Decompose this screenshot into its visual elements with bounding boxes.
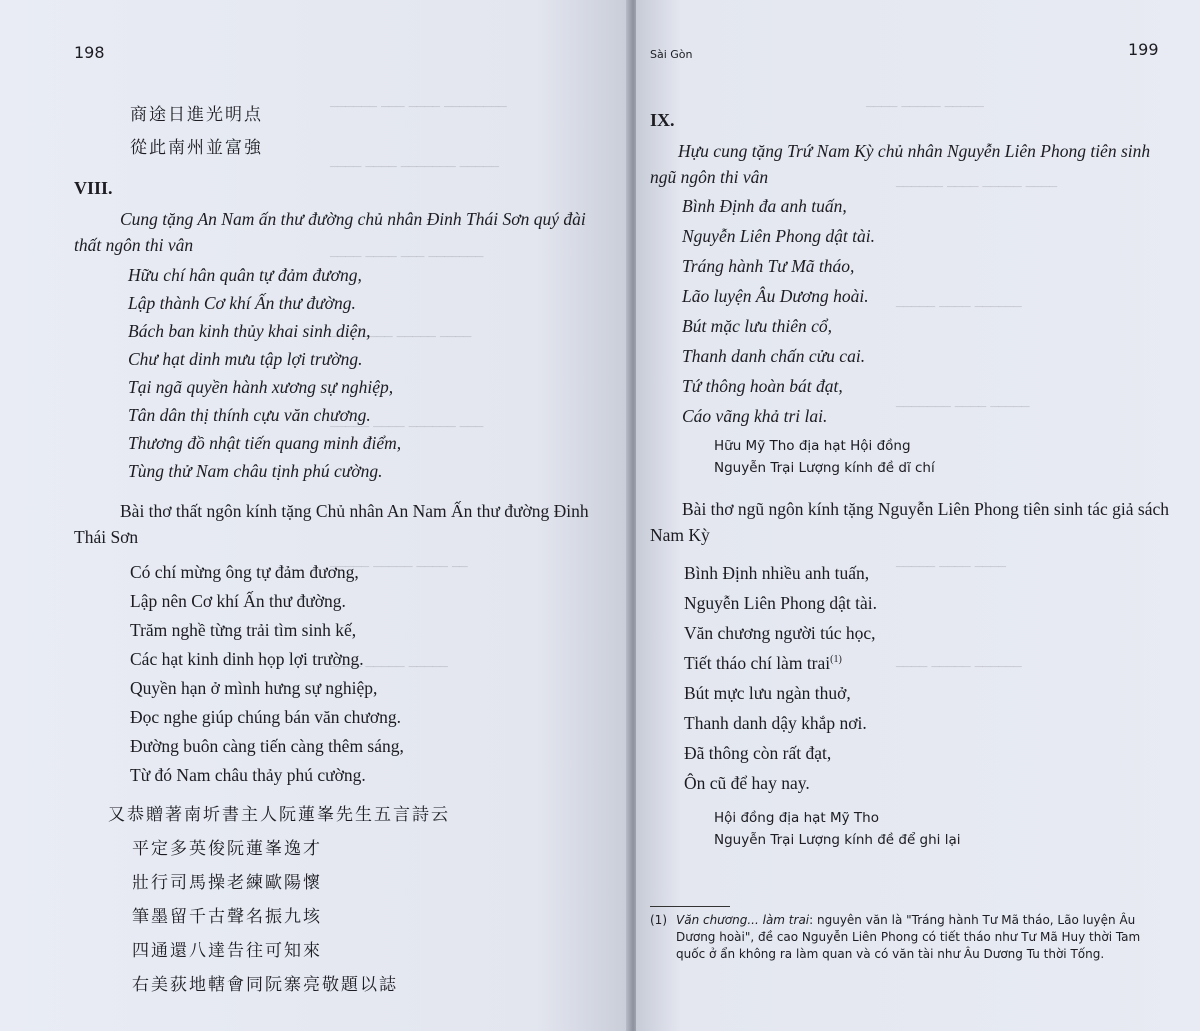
poem-line: Đường buôn càng tiến càng thêm sáng, [130, 736, 404, 756]
footnote-italic-lead: Văn chương... làm trai [676, 913, 810, 927]
footnote-line: : nguyên văn là "Tráng hành Tư Mã tháo, Lão luyện Âu [809, 913, 1136, 927]
right-page [636, 0, 1200, 1031]
section-heading: IX. [650, 110, 675, 130]
poem-line: Bình Định đa anh tuấn, [682, 196, 847, 216]
translation-intro: Bài thơ thất ngôn kính tặng Chủ nhân An Nam Ấn thư đường Đinh Thái Sơn [74, 501, 589, 547]
footnote-line: Dương hoài", đề cao Nguyễn Liên Phong có tiết tháo như Tư Mã Huy thời Tam [676, 930, 1141, 944]
chinese-line: 筆墨留千古聲名振九垓 [132, 907, 322, 927]
running-head: Sài Gòn [650, 48, 693, 61]
poem-line: Tại ngã quyền hành xương sự nghiệp, [128, 377, 394, 397]
chinese-line: 平定多英俊阮蓮峯逸才 [132, 839, 322, 859]
poem-line: Bách ban kinh thủy khai sinh diện, [128, 321, 371, 341]
poem-line: Ôn cũ để hay nay. [684, 773, 810, 793]
footnote [676, 912, 1186, 963]
chinese-line: 四通還八達告往可知來 [132, 941, 322, 961]
poem-line: Quyền hạn ở mình hưng sự nghiệp, [130, 678, 378, 698]
bleed-through-text: ─────── ──── ───── [896, 400, 1030, 415]
bleed-through-text: ────── ─── ──── ──────── [330, 100, 507, 115]
poem-line: Tân dân thị thính cựu văn chương. [128, 405, 371, 425]
bleed-through-text: ──────── ───── ──── [330, 330, 472, 345]
signature-line: Nguyễn Trại Lượng kính đề để ghi lại [714, 832, 961, 848]
poem-line: Hữu chí hân quân tự đảm đương, [128, 265, 362, 285]
bleed-through-text: ──── ───── ────── [896, 660, 1022, 675]
poem-line: Đã thông còn rất đạt, [684, 743, 832, 763]
signature-line: Hữu Mỹ Tho địa hạt Hội đồng [714, 438, 911, 454]
poem-line: Các hạt kinh dinh họp lợi trường. [130, 649, 364, 669]
poem-line: Thương đồ nhật tiến quang minh điểm, [128, 433, 402, 453]
bleed-through-text: ───── ──── ────── [896, 300, 1022, 315]
poem-line: Trăm nghề từng trải tìm sinh kế, [130, 620, 357, 640]
bleed-through-text: ──── ───── ───── [330, 660, 448, 675]
chinese-line: 從此南州並富強 [130, 138, 263, 158]
poem-line: Bút mực lưu ngàn thuở, [684, 683, 851, 703]
page-number: 198 [74, 43, 105, 62]
bleed-through-text: ───── ──── ────── ─── [330, 420, 484, 435]
bleed-through-text: ───── ──── ──── [896, 560, 1007, 575]
page-number: 199 [1128, 40, 1159, 59]
poem-line: Lập nên Cơ khí Ấn thư đường. [130, 591, 346, 611]
poem-line: Lập thành Cơ khí Ấn thư đường. [128, 293, 356, 313]
poem-line: Tùng thử Nam châu tịnh phú cường. [128, 461, 383, 481]
poem-line-text: Tiết tháo chí làm trai [684, 653, 831, 673]
poem-line: Cáo vãng khả tri lai. [682, 406, 828, 426]
bleed-through-text: ────── ──── ───── ──── [896, 180, 1058, 195]
bleed-through-text: ──── ───── ───── [866, 100, 984, 115]
chinese-line: 又恭贈著南圻書主人阮蓮峯先生五言詩云 [108, 805, 450, 825]
dedication: Cung tặng An Nam ấn thư đường chủ nhân Đinh Thái Sơn quý đài thất ngôn thi vân [74, 209, 586, 255]
poem-line: Có chí mừng ông tự đảm đương, [130, 562, 359, 582]
poem-line: Lão luyện Âu Dương hoài. [682, 286, 869, 306]
poem-line: Từ đó Nam châu thảy phú cường. [130, 765, 366, 785]
poem-line: Tứ thông hoàn bát đạt, [682, 376, 843, 396]
bleed-through-text: ──── ──── ─── ─────── [330, 250, 484, 265]
poem-line: Nguyễn Liên Phong dật tài. [684, 593, 877, 613]
poem-line: Đọc nghe giúp chúng bán văn chương. [130, 707, 401, 727]
poem-line: Nguyễn Liên Phong dật tài. [682, 226, 875, 246]
poem-line [684, 653, 842, 674]
section-heading: VIII. [74, 178, 113, 198]
chinese-line: 右美荻地轄會同阮寨亮敬題以誌 [132, 975, 398, 995]
dedication: Hựu cung tặng Trứ Nam Kỳ chủ nhân Nguyễn Liên Phong tiên sinh ngũ ngôn thi vân [650, 141, 1151, 187]
poem-line: Văn chương người túc học, [684, 623, 876, 643]
poem-line: Bình Định nhiều anh tuấn, [684, 563, 870, 583]
translation-intro: Bài thơ ngũ ngôn kính tặng Nguyễn Liên Phong tiên sinh tác giả sách Nam Kỳ [650, 499, 1170, 545]
chinese-line: 壯行司馬操老練歐陽懷 [132, 873, 322, 893]
footnote-reference[interactable]: (1) [830, 654, 842, 666]
footnote-line: quốc ở ẩn không ra làm quan và có văn tài như Âu Dương Tu thời Tống. [676, 947, 1105, 961]
footnote-rule [650, 906, 730, 907]
poem-line: Thanh danh chấn cửu cai. [682, 346, 866, 366]
bleed-through-text: ───── ───── ──── ── [330, 560, 468, 575]
poem-line: Thanh danh dậy khắp nơi. [684, 713, 867, 733]
footnote-marker: (1) [650, 913, 667, 927]
signature-line: Nguyễn Trại Lượng kính đề dĩ chí [714, 460, 935, 476]
poem-line: Chư hạt dinh mưu tập lợi trường. [128, 349, 363, 369]
poem-line: Tráng hành Tư Mã tháo, [682, 256, 855, 276]
poem-line: Bút mặc lưu thiên cổ, [682, 316, 832, 336]
signature-line: Hội đồng địa hạt Mỹ Tho [714, 810, 879, 826]
bleed-through-text: ──── ──── ─────── ───── [330, 160, 499, 175]
chinese-line: 商途日進光明点 [130, 105, 263, 125]
